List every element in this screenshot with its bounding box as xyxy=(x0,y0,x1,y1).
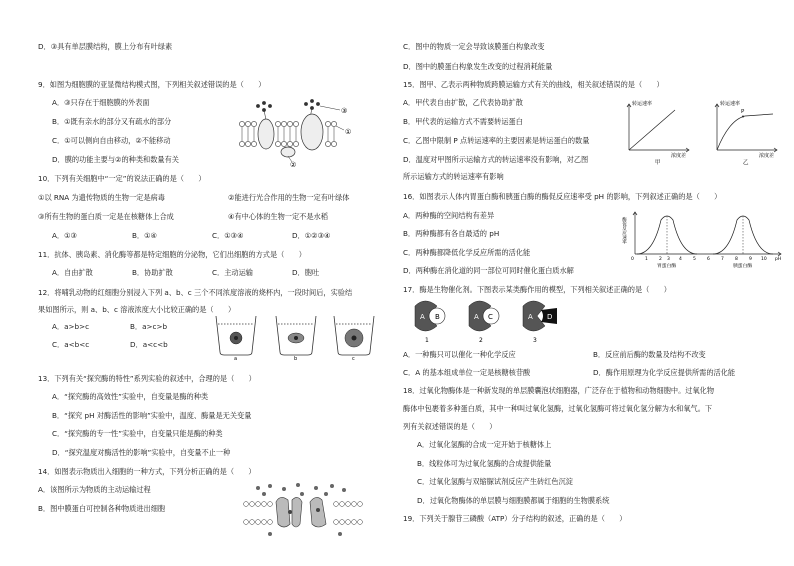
panel-1: 1 xyxy=(425,337,429,344)
q11-option-a: A．自由扩散 xyxy=(52,268,93,277)
ph-tick-5: 5 xyxy=(693,257,696,262)
ph-tick-10: 10 xyxy=(761,257,767,262)
ph-tick-4: 4 xyxy=(679,257,682,262)
q11-stem: 11．抗体、胰岛素、消化酶等都是特定细胞的分泌物，它们出细胞的方式是（ ） xyxy=(38,250,306,259)
q13-stem: 13．下列有关“探究酶的特性”系列实验的叙述中，合理的是（ ） xyxy=(38,374,256,383)
q13-option-a: A．“探究酶的高效性”实验中，自变量是酶的种类 xyxy=(52,392,209,401)
ph-tick-7: 7 xyxy=(721,257,724,262)
q18-option-d: D．过氧化物酶体的单层膜与细胞膜都属于细胞的生物膜系统 xyxy=(417,496,610,505)
q10-statement-4: ④有中心体的生物一定不是水稻 xyxy=(228,212,328,221)
q11-option-d: D．胞吐 xyxy=(292,268,320,277)
q17-stem: 17．酶是生物催化剂。下图表示某类酶作用的模型，下列相关叙述正确的是（ ） xyxy=(403,285,671,294)
q10-option-d: D．①②③④ xyxy=(292,231,331,240)
ph-origin: 0 xyxy=(631,257,634,262)
q12-option-b: B．a>c>b xyxy=(130,322,168,331)
ph-tick-3: 3 xyxy=(667,257,670,262)
q9-stem: 9．如图为细胞膜的亚显微结构模式图，下列相关叙述错误的是（ ） xyxy=(38,80,266,89)
q17-option-a: A．一种酶只可以催化一种化学反应 xyxy=(403,350,516,359)
q15-option-d-line1: D．温度对甲图所示运输方式的转运速率没有影响，对乙图 xyxy=(403,155,589,164)
q12-option-d: D．a<c<b xyxy=(130,340,168,349)
curve1-label: 胃蛋白酶 xyxy=(657,264,677,269)
q17-option-b: B．反应前后酶的数量及结构不改变 xyxy=(593,350,706,359)
q18-option-b: B．线粒体可为过氧化氢酶的合成提供能量 xyxy=(417,459,552,468)
q12-option-c: C．a<b<c xyxy=(52,340,90,349)
label-1: ① xyxy=(345,128,352,136)
q15-option-d-line2: 所示运输方式的转运速率有影响 xyxy=(403,172,504,181)
q10-statement-3: ③所有生物的蛋白质一定是在核糖体上合成 xyxy=(38,212,174,221)
ph-tick-9: 9 xyxy=(749,257,752,262)
graph-yi-point: P xyxy=(741,109,745,115)
q18-line2: 酶体中包裹着多种蛋白质，其中一种叫过氧化氢酶，过氧化氢酶可将过氧化氢分解为水和氧气。下 xyxy=(403,404,713,413)
q18-option-a: A．过氧化氢酶的合成一定开始于核糖体上 xyxy=(417,440,552,449)
q15-option-c: C．乙图中限制 P 点转运速率的主要因素是转运蛋白的数量 xyxy=(403,136,590,145)
ph-ylabel: 酶促反应速率 xyxy=(621,217,627,244)
q9-option-b: B．①既有亲水的部分又有疏水的部分 xyxy=(52,117,172,126)
q10-option-a: A．①③ xyxy=(52,231,77,240)
q18-line3: 列有关叙述错误的是（ ） xyxy=(403,422,497,431)
q14-stem: 14．如图表示物质出入细胞的一种方式，下列分析正确的是（ ） xyxy=(38,467,256,476)
beakers-figure xyxy=(210,312,380,360)
q16-option-a: A．两种酶的空间结构有差异 xyxy=(403,211,495,220)
q19-stem: 19．下列关于腺苷三磷酸（ATP）分子结构的叙述，正确的是（ ） xyxy=(403,514,627,523)
membrane-transport-figure xyxy=(240,480,370,542)
label-2: ② xyxy=(290,161,297,169)
q13-option-c: C．“探究酶的专一性”实验中，自变量只能是酶的种类 xyxy=(52,429,223,438)
graph-jia xyxy=(619,96,699,166)
q12-option-a: A．a>b>c xyxy=(52,322,90,331)
q11-option-c: C．主动运输 xyxy=(212,268,253,277)
q8-option-d: D．③具有单层膜结构，膜上分布有叶绿素 xyxy=(38,42,173,51)
q12-stem-line1: 12．将哺乳动物的红细胞分别浸入下列 a、b、c 三个不同浓度溶液的烧杯内，一段时间后，实验结 xyxy=(38,288,353,297)
q18-option-c: C．过氧化氢酶与双缩脲试剂反应产生砖红色沉淀 xyxy=(417,477,573,486)
q10-statement-1: ①以 RNA 为遗传物质的生物一定是病毒 xyxy=(38,193,165,202)
ph-tick-1: 1 xyxy=(645,257,648,262)
q15-option-a: A．甲代表自由扩散，乙代表协助扩散 xyxy=(403,98,523,107)
graph-yi-name: 乙 xyxy=(743,160,749,166)
curve2-label: 胰蛋白酶 xyxy=(733,264,753,269)
q10-option-c: C．①③④ xyxy=(212,231,244,240)
q14-option-a: A．该图所示为物质的主动运输过程 xyxy=(38,485,151,494)
ph-xlabel: pH xyxy=(775,257,782,262)
q10-stem: 10．下列有关细胞中“一定”的说法正确的是（ ） xyxy=(38,174,206,183)
ph-enzyme-graph xyxy=(623,206,791,268)
ph-tick-2: 2 xyxy=(659,257,662,262)
q17-option-d: D．酶作用原理为化学反应提供所需的活化能 xyxy=(593,368,736,377)
q15-stem: 15．图甲、乙表示两种物质跨膜运输方式有关的曲线，相关叙述错误的是（ ） xyxy=(403,80,664,89)
shape-d: D xyxy=(547,313,553,321)
q12-stem-line2: 果如图所示，则 a、b、c 溶液浓度大小比较正确的是（ ） xyxy=(38,305,236,314)
graph-yi-xlabel: 浓度差 xyxy=(759,153,775,159)
graph-jia-xlabel: 浓度差 xyxy=(671,153,687,159)
enzyme-model-figure xyxy=(411,296,571,344)
q9-option-a: A．③只存在于细胞膜的外表面 xyxy=(52,98,150,107)
ph-tick-8: 8 xyxy=(735,257,738,262)
beaker-label-a: a xyxy=(234,356,238,362)
graph-yi xyxy=(707,96,787,166)
graph-jia-ylabel: 转运速率 xyxy=(632,101,653,107)
q9-option-c: C．①可以侧向自由移动，②不能移动 xyxy=(52,136,171,145)
q10-statement-2: ②能进行光合作用的生物一定有叶绿体 xyxy=(228,193,350,202)
q10-option-b: B．①④ xyxy=(132,231,158,240)
shape-b-1: B xyxy=(435,313,440,321)
q17-option-c: C．A 的基本组成单位一定是核糖核苷酸 xyxy=(403,368,531,377)
q16-stem: 16．如图表示人体内胃蛋白酶和胰蛋白酶的酶促反应速率受 pH 的影响，下列叙述正确的是（ ） xyxy=(403,192,722,201)
ph-tick-6: 6 xyxy=(707,257,710,262)
q18-line1: 18．过氧化物酶体是一种新发现的单层膜囊泡状细胞器，广泛存在于植物和动物细胞中。过氧化物 xyxy=(403,386,715,395)
q13-option-d: D．“探究温度对酶活性的影响”实验中，自变量不止一种 xyxy=(52,448,231,457)
panel-3: 3 xyxy=(533,337,537,344)
q16-option-d: D．两种酶在消化道的同一部位可同时催化蛋白质水解 xyxy=(403,266,574,275)
label-3: ③ xyxy=(341,107,348,115)
q11-option-b: B．协助扩散 xyxy=(132,268,173,277)
shape-a-1: A xyxy=(420,313,425,321)
cell-membrane-figure xyxy=(228,96,358,168)
graph-jia-name: 甲 xyxy=(655,160,661,166)
q16-option-c: C．两种酶都降低化学反应所需的活化能 xyxy=(403,248,531,257)
shape-c: C xyxy=(488,313,493,321)
q9-option-d: D．膜的功能主要与②的种类和数量有关 xyxy=(52,155,179,164)
q16-option-b: B．两种酶都有各自最适的 pH xyxy=(403,229,500,238)
q14-option-b: B．图中膜蛋白可控制各种物质进出细胞 xyxy=(38,504,166,513)
graph-yi-ylabel: 转运速率 xyxy=(720,101,741,107)
beaker-label-b: b xyxy=(294,356,298,362)
shape-a-2: A xyxy=(474,313,479,321)
q13-option-b: B．“探究 pH 对酶活性的影响”实验中，温度、酶量是无关变量 xyxy=(52,411,252,420)
q15-option-b: B．甲代表的运输方式不需要转运蛋白 xyxy=(403,117,523,126)
shape-a-3: A xyxy=(528,313,533,321)
q14-option-c: C．图中的物质一定会导致该膜蛋白构象改变 xyxy=(403,42,545,51)
beaker-label-c: c xyxy=(352,356,355,362)
panel-2: 2 xyxy=(479,337,483,344)
q14-option-d: D．图中的膜蛋白构象发生改变的过程消耗能量 xyxy=(403,62,553,71)
